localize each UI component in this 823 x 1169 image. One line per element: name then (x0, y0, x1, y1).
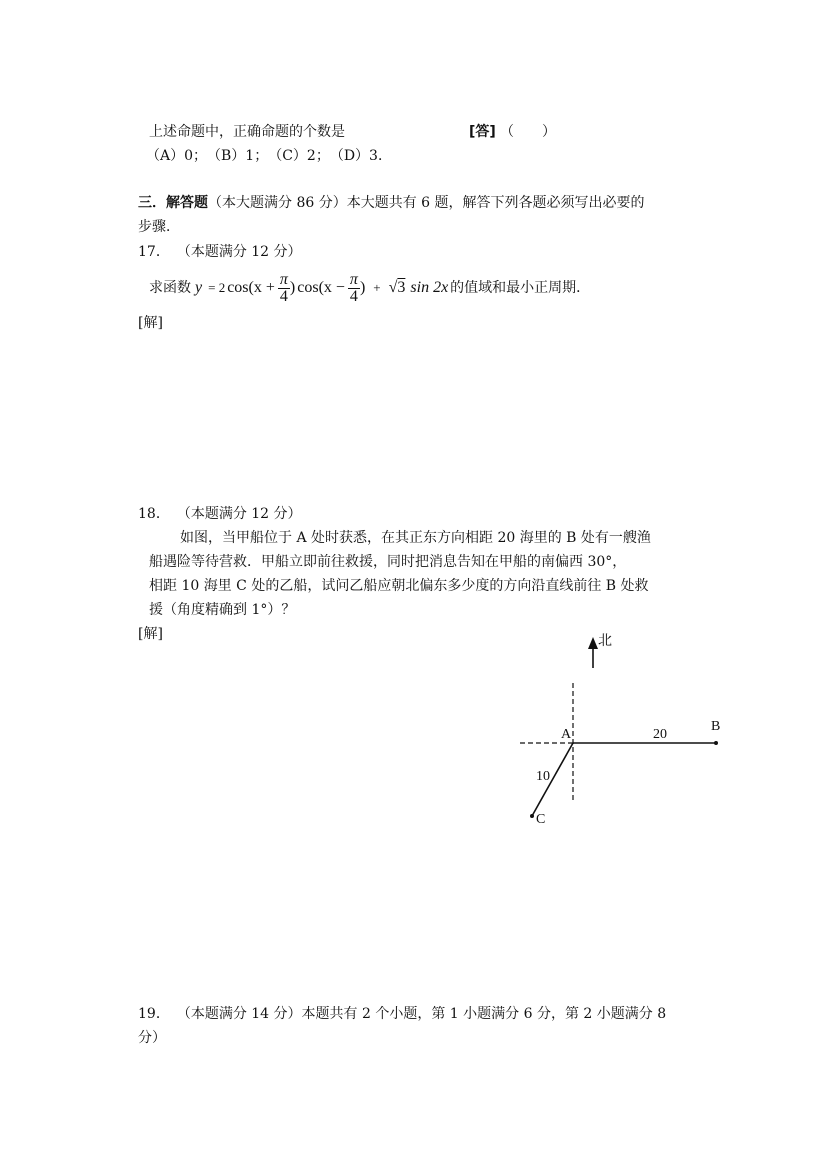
formula-cos2: cos(x − (297, 279, 345, 296)
label-a: A (561, 727, 572, 742)
label-c: C (536, 812, 546, 827)
answer-label: [答] (469, 124, 496, 140)
q18-solution-label: [解] (138, 626, 163, 642)
point-c (530, 814, 534, 818)
intro-stem: 上述命题中，正确命题的个数是 (149, 124, 345, 140)
fraction-1-denominator: 4 (279, 287, 288, 305)
fraction-1-numerator: π (279, 270, 288, 288)
section3-desc-line2: 步骤． (138, 219, 180, 235)
north-arrow-head (588, 637, 598, 649)
formula-sqrt-arg: 3 (397, 279, 406, 296)
intro-options: （A）0； （B）1； （C）2； （D）3． (146, 148, 392, 164)
fraction-2-numerator: π (349, 270, 358, 288)
formula-close-2: ) (359, 279, 366, 296)
q18-line-1: 如图，当甲船位于 A 处时获悉，在其正东方向相距 20 海里的 B 处有一艘渔 (180, 530, 651, 546)
q18-score: （本题满分 12 分） (183, 506, 302, 522)
label-ab-length: 20 (653, 727, 667, 742)
formula-close-1: ) (289, 279, 296, 296)
label-ac-length: 10 (536, 769, 550, 784)
q17-suffix: 的值域和最小正周期． (450, 280, 591, 296)
formula-cos1: cos(x + (227, 279, 275, 296)
formula-sin: sin 2x (410, 279, 449, 296)
q18-line-3: 相距 10 海里 C 处的乙船，试问乙船应朝北偏东多少度的方向沿直线前往 B 处救 (149, 578, 649, 594)
q19-number: 19． (138, 1006, 170, 1022)
section3-desc-line1: （本大题满分 86 分）本大题共有 6 题，解答下列各题必须写出必要的 (208, 195, 645, 211)
q17-number: 17． (138, 244, 170, 260)
formula-eq-coef: = 2 (208, 280, 226, 295)
q18-number: 18． (138, 506, 170, 522)
point-b (714, 741, 718, 745)
formula-plus: + (373, 280, 381, 295)
q17-score: （本题满分 12 分） (183, 244, 302, 260)
q17-solution-label: [解] (138, 315, 163, 331)
label-b: B (711, 719, 721, 734)
q19-line-2: 分） (138, 1030, 166, 1046)
north-label: 北 (598, 634, 612, 649)
answer-paren: （ ） (500, 124, 556, 140)
q18-line-4: 援（角度精确到 1°）？ (149, 602, 296, 618)
q18-line-2: 船遇险等待营救．甲船立即前往救援，同时把消息告知在甲船的南偏西 30°， (149, 554, 627, 570)
section3-title: 三．解答题 (138, 195, 208, 211)
formula-y: y (195, 279, 203, 296)
q19-heading (138, 1004, 666, 1024)
formula-sqrt-symbol: √ (388, 279, 398, 296)
q19-line-1: （本题满分 14 分）本题共有 2 个小题，第 1 小题满分 6 分，第 2 小题满分 8 (183, 1006, 667, 1022)
q17-prefix: 求函数 (149, 280, 191, 296)
fraction-2-denominator: 4 (349, 287, 358, 305)
